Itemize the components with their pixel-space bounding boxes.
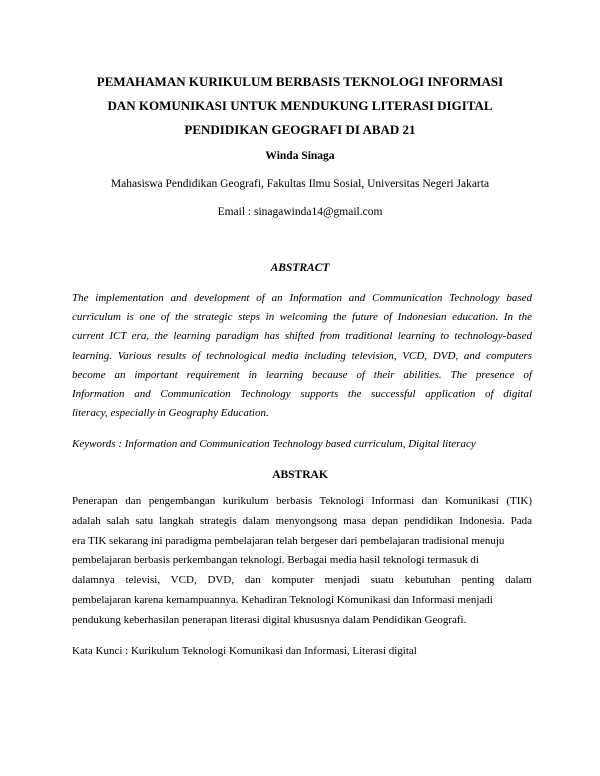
paper-title [60,70,540,142]
title-line: PEMAHAMAN KURIKULUM BERBASIS TEKNOLOGI INFORMASI [96,74,504,89]
abstrak-line: Penerapan dan pengembangan kurikulum berbasis Teknologi Informasi dan Komunikasi (TIK) [72,495,532,507]
abstract-line: become an important requirement in learning because of their abilities. The presence of [72,368,532,381]
abstract-body [72,289,532,423]
abstrak-line: dalamnya televisi, VCD, DVD, dan komputer menjadi suatu kebutuhan penting dalam [72,574,532,587]
abstrak-keywords: Kata Kunci : Kurikulum Teknologi Komunikasi dan Informasi, Literasi digital [72,645,417,657]
abstrak-body [72,492,532,631]
abstract-line: curriculum is one of the strategic steps in welcoming the future of Indonesian education. In the [72,311,532,324]
abstrak-line: adalah salah satu langkah strategis dalam menyongsong masa depan pendidikan Indonesia. Pada [72,514,532,527]
author-affiliation: Mahasiswa Pendidikan Geografi, Fakultas Ilmu Sosial, Universitas Negeri Jakarta [110,178,490,190]
author-email: Email : sinagawinda14@gmail.com [217,206,383,218]
abstract-heading: ABSTRACT [270,262,330,274]
abstract-line: literacy, especially in Geography Education. [72,407,269,420]
abstrak-line: pembelajaran karena kemampuannya. Kehadiran Teknologi Komunikasi dan Informasi menjadi [72,593,493,606]
abstract-line: learning. Various results of technological media including television, VCD, DVD, and computers [72,349,532,362]
abstrak-line: pendukung keberhasilan penerapan literasi digital khususnya dalam Pendidikan Geografi. [72,613,467,626]
abstrak-line: pembelajaran berbasis perkembangan teknologi. Berbagai media hasil teknologi termasuk di [72,554,479,567]
abstract-line: The implementation and development of an Information and Communication Technology based [72,292,532,304]
abstrak-heading: ABSTRAK [272,469,328,481]
abstract-line: current ICT era, the learning paradigm has shifted from traditional learning to technology-based [72,330,532,343]
abstrak-line: era TIK sekarang ini paradigma pembelajaran telah bergeser dari pembelajaran tradisional menuju [72,534,505,547]
abstract-line: Information and Communication Technology supports the successful application of digital [72,388,532,401]
author-name: Winda Sinaga [265,150,335,162]
title-line: DAN KOMUNIKASI UNTUK MENDUKUNG LITERASI DIGITAL [107,98,493,113]
title-line: PENDIDIKAN GEOGRAFI DI ABAD 21 [184,122,416,137]
abstract-keywords: Keywords : Information and Communication Technology based curriculum, Digital literacy [72,438,476,450]
